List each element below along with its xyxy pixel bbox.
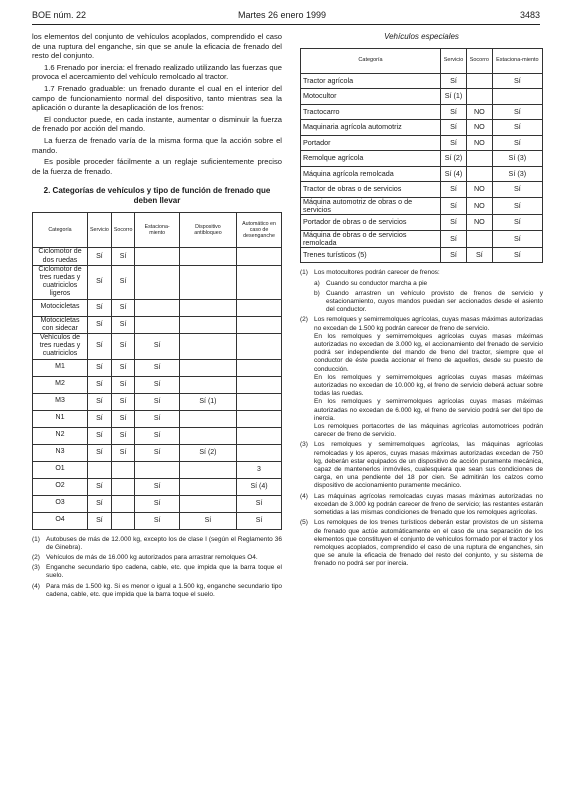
journal-issue: BOE núm. 22 <box>32 10 87 20</box>
value-cell: NO <box>467 215 493 231</box>
value-cell <box>179 461 236 478</box>
value-cell: Sí <box>135 333 180 359</box>
value-cell <box>135 248 180 265</box>
right-column <box>300 32 543 571</box>
value-cell <box>179 427 236 444</box>
value-cell <box>135 265 180 299</box>
footnote-para: Los remolques portacortes de las máquinas agrícolas automotrices podrán carecer de freno de servicio. <box>314 423 543 439</box>
value-cell: Sí <box>135 410 180 427</box>
value-cell: Sí (1) <box>441 89 467 105</box>
value-cell <box>467 230 493 247</box>
value-cell <box>467 89 493 105</box>
footnote: (1) Los motocultores podrán carecer de frenos: <box>300 269 440 277</box>
value-cell: 3 <box>237 461 282 478</box>
value-cell: NO <box>467 182 493 198</box>
table2-footnotes <box>300 269 543 568</box>
category-cell: Remolque agrícola <box>301 151 441 167</box>
value-cell <box>179 478 236 495</box>
value-cell <box>111 478 135 495</box>
value-cell <box>237 265 282 299</box>
value-cell: NO <box>467 104 493 120</box>
category-cell: Vehículos de tres ruedas y cuatriciclos <box>33 333 88 359</box>
value-cell <box>135 316 180 333</box>
footnote-para: En los remolques y semirremolques agrícolas cuyas masas máximas autorizadas no excedan de 6.000 kg, el freno de servicio podrá ser del tipo de inercia. <box>314 398 543 422</box>
table-row <box>33 248 282 265</box>
value-cell: NO <box>467 135 493 151</box>
table-row <box>33 410 282 427</box>
value-cell <box>111 512 135 529</box>
category-cell: Portador <box>301 135 441 151</box>
table-row <box>33 316 282 333</box>
table-row <box>33 265 282 299</box>
value-cell <box>179 410 236 427</box>
table-row <box>33 299 282 316</box>
special-vehicles-table <box>300 48 543 264</box>
value-cell: Sí <box>179 512 236 529</box>
table-row <box>301 135 543 151</box>
category-cell: O3 <box>33 495 88 512</box>
value-cell: Sí <box>492 120 542 136</box>
value-cell <box>88 461 112 478</box>
table-row <box>301 166 543 182</box>
value-cell <box>467 73 493 89</box>
category-cell: Motocicletas <box>33 299 88 316</box>
table-row <box>301 89 543 105</box>
category-cell: N3 <box>33 444 88 461</box>
footnote-item: b) Cuando arrastren un vehículo provisto de frenos de servicio y estacionamiento, cuyos mandos puedan ser accionados desde el asiento del conductor. <box>314 289 543 314</box>
table-row <box>33 376 282 393</box>
value-cell: Sí <box>492 104 542 120</box>
vehicle-brake-table <box>32 212 282 529</box>
value-cell: Sí <box>88 299 112 316</box>
value-cell <box>237 248 282 265</box>
col-header: Estaciona-miento <box>492 48 542 73</box>
value-cell: Sí <box>441 135 467 151</box>
value-cell: Sí <box>111 444 135 461</box>
category-cell: M3 <box>33 393 88 410</box>
paragraph: 1.6 Frenado por inercia: el frenado realizado utilizando las fuerzas que provoca el acercamiento del vehículo remolcado al tractor. <box>32 62 282 82</box>
footnote: (4) Para más de 1.500 kg. Si es menor o igual a 1.500 kg, enganche secundario tipo cadena, cable, etc. que impida que la barra toque el suelo. <box>32 582 282 598</box>
table-row <box>33 427 282 444</box>
value-cell <box>237 427 282 444</box>
value-cell: Sí (2) <box>179 444 236 461</box>
value-cell: Sí <box>492 73 542 89</box>
paragraph: El conductor puede, en cada instante, aumentar o disminuir la fuerza de frenado por acción del mando. <box>32 114 282 134</box>
category-cell: N2 <box>33 427 88 444</box>
table-row <box>301 215 543 231</box>
value-cell: Sí <box>135 359 180 376</box>
col-header: Estaciona-miento <box>135 213 180 248</box>
value-cell: Sí <box>88 444 112 461</box>
value-cell: Sí <box>467 247 493 263</box>
category-cell: O1 <box>33 461 88 478</box>
category-cell: M1 <box>33 359 88 376</box>
category-cell: N1 <box>33 410 88 427</box>
value-cell: Sí <box>88 333 112 359</box>
page-number: 3483 <box>519 10 540 20</box>
value-cell: Sí <box>111 427 135 444</box>
value-cell: Sí <box>135 393 180 410</box>
value-cell: Sí <box>111 376 135 393</box>
footnote-item: a) Cuando su conductor marcha a pie <box>314 279 428 287</box>
category-cell: Maquinaria agrícola automotriz <box>301 120 441 136</box>
table-row <box>33 444 282 461</box>
value-cell: Sí <box>88 359 112 376</box>
col-header: Categoría <box>301 48 441 73</box>
table-row <box>33 478 282 495</box>
col-header: Categoría <box>33 213 88 248</box>
value-cell: Sí <box>88 512 112 529</box>
value-cell: Sí <box>88 316 112 333</box>
value-cell <box>237 393 282 410</box>
category-cell: Motocultor <box>301 89 441 105</box>
table-row <box>301 104 543 120</box>
value-cell: Sí <box>88 265 112 299</box>
value-cell: Sí (1) <box>179 393 236 410</box>
paragraph: 1.7 Frenado graduable: un frenado durante el cual en el interior del campo de funcionamiento normal del dispositivo, tanto mientras sea la aplicación o durante la desaplicación de los frenos: <box>32 83 282 113</box>
category-cell: Tractor de obras o de servicios <box>301 182 441 198</box>
table-header-row <box>33 213 282 248</box>
value-cell: Sí <box>135 376 180 393</box>
value-cell: Sí <box>492 247 542 263</box>
footnote: (5) Los remolques de los trenes turísticos deberán estar provistos de un sistema de frenado que actúe automáticamente en el caso de una separación de los elementos que constituyen el conjunto de vehículos formado por el tractor y los remolques acoplados, comprendido el caso de una ruptura de enganches, sin que se anule la eficacia de frenado del resto del conjunto, y su sistema de frenado no podrá ser por inercia. <box>300 519 543 568</box>
value-cell: Sí <box>135 512 180 529</box>
footnote: (2) Vehículos de más de 16.000 kg autorizados para arrastrar remolques O4. <box>32 553 258 561</box>
value-cell: Sí <box>135 495 180 512</box>
publication-date: Martes 26 enero 1999 <box>238 10 327 20</box>
header-rule <box>32 24 540 25</box>
value-cell: Sí <box>111 248 135 265</box>
value-cell: Sí <box>441 215 467 231</box>
category-cell: Motocicletas con sidecar <box>33 316 88 333</box>
value-cell <box>135 299 180 316</box>
value-cell: Sí <box>441 104 467 120</box>
table-row <box>301 230 543 247</box>
value-cell <box>179 359 236 376</box>
value-cell <box>237 359 282 376</box>
value-cell <box>179 333 236 359</box>
col-header: Servicio <box>88 213 112 248</box>
value-cell: Sí <box>135 427 180 444</box>
footnote: (4) Las máquinas agrícolas remolcadas cuyas masas máximas autorizadas no excedan de 3.000 kg podrán carecer de freno de servicio; las restantes estarán sometidas a las mismas condiciones de frenado que los remolques agrícolas. <box>300 492 543 517</box>
value-cell <box>111 461 135 478</box>
value-cell <box>467 166 493 182</box>
category-cell: M2 <box>33 376 88 393</box>
table-row <box>301 151 543 167</box>
section-title: 2. Categorías de vehículos y tipo de función de frenado que deben llevar <box>43 186 271 206</box>
value-cell <box>237 444 282 461</box>
value-cell <box>237 410 282 427</box>
value-cell: Sí <box>111 393 135 410</box>
category-cell: Tractocarro <box>301 104 441 120</box>
value-cell: Sí (3) <box>492 166 542 182</box>
table-row <box>33 461 282 478</box>
value-cell <box>179 495 236 512</box>
value-cell: Sí <box>135 478 180 495</box>
value-cell: Sí <box>441 73 467 89</box>
value-cell: Sí <box>88 376 112 393</box>
value-cell: Sí <box>492 230 542 247</box>
col-header: Socorro <box>111 213 135 248</box>
value-cell <box>492 89 542 105</box>
value-cell <box>237 316 282 333</box>
table-row <box>301 120 543 136</box>
value-cell: Sí <box>88 393 112 410</box>
footnote-para: En los remolques y semirremolques agrícolas cuyas masas máximas autorizadas no excedan de 3.000 kg, el accionamiento del frenado de servicio podrá ser independiente del mando de freno del tractor, siempre que el conductor de éste pueda accionar el freno de aquellos, desde su puesto de conducción. <box>314 332 543 373</box>
value-cell <box>179 316 236 333</box>
value-cell: Sí <box>492 182 542 198</box>
value-cell: Sí <box>88 478 112 495</box>
category-cell: Portador de obras o de servicios <box>301 215 441 231</box>
col-header: Socorro <box>467 48 493 73</box>
value-cell <box>237 299 282 316</box>
table-row <box>301 247 543 263</box>
value-cell <box>111 495 135 512</box>
value-cell: Sí <box>441 120 467 136</box>
left-column <box>32 32 282 601</box>
col-header: Automático en caso de desenganche <box>237 213 282 248</box>
category-cell: Máquina automotriz de obras o de servicios <box>301 197 441 214</box>
value-cell: NO <box>467 120 493 136</box>
category-cell: Ciclomotor de dos ruedas <box>33 248 88 265</box>
table1-footnotes <box>32 536 282 599</box>
value-cell <box>467 151 493 167</box>
value-cell: Sí <box>237 495 282 512</box>
footnote: (2) Los remolques y semirremolques agrícolas, cuyas masas máximas autorizadas no excedan de 1.500 kg podrán carecer de freno de servicio. En los remolques y semirremolques agrícolas cuyas masas máximas autorizadas no excedan de 3.000 kg, el accionamiento del frenado de servicio podrá ser independiente del mando de freno del tractor, siempre que el conductor de éste pueda accionar el freno de aquellos, desde su puesto de conducción. En los remolques y semirremolques agrícolas cuyas masas máximas autorizadas no excedan de 10.000 kg, el freno de servicio deberá actuar sobre todas las ruedas. En los remolques y semirremolques agrícolas cuyas masas máximas autorizadas no excedan de 6.000 kg, el freno de servicio podrá ser del tipo de inercia. Los remolques portacortes de las máquinas agrícolas automotrices podrán carecer de freno de servicio. <box>300 316 543 439</box>
footnote: (1) Autobuses de más de 12.000 kg, excepto los de clase I (según el Reglamento 36 de Ginebra). <box>32 535 282 551</box>
value-cell: Sí (3) <box>492 151 542 167</box>
value-cell: Sí <box>135 444 180 461</box>
value-cell: Sí <box>111 316 135 333</box>
value-cell: Sí (4) <box>237 478 282 495</box>
value-cell: Sí <box>441 247 467 263</box>
footnote-para: En los remolques y semirremolques agrícolas cuyas masas máximas autorizadas no excedan de 10.000 kg, el freno de servicio deberá actuar sobre todas las ruedas. <box>314 373 543 398</box>
col-header: Servicio <box>441 48 467 73</box>
value-cell: Sí <box>88 248 112 265</box>
value-cell: Sí <box>111 359 135 376</box>
special-vehicles-title: Vehículos especiales <box>384 32 459 41</box>
paragraph: Es posible proceder fácilmente a un reglaje suficientemente preciso de la fuerza de frenado. <box>32 157 282 176</box>
category-cell: O4 <box>33 512 88 529</box>
table-row <box>301 182 543 198</box>
value-cell: Sí <box>441 197 467 214</box>
category-cell: Máquina de obras o de servicios remolcada <box>301 230 441 247</box>
value-cell: Sí <box>237 512 282 529</box>
value-cell <box>135 461 180 478</box>
value-cell: Sí <box>88 495 112 512</box>
table-row <box>33 393 282 410</box>
value-cell: Sí (4) <box>441 166 467 182</box>
table-row <box>301 73 543 89</box>
value-cell: Sí <box>88 427 112 444</box>
footnote: (3) Los remolques y semirremolques agrícolas, las máquinas agrícolas remolcadas y los aperos, cuyas masas máximas autorizadas excedan de 750 kg, deberán estar equipados de un dispositivo de acción puramente mecánica, capaz de mantenerlos inmóviles, cualesquiera que sean sus condiciones de carga, en una pendiente del 18 por cien. Se admitirán los calzos como dispositivo de accionamiento puramente mecánico. <box>300 441 543 490</box>
category-cell: Máquina agrícola remolcada <box>301 166 441 182</box>
value-cell: Sí <box>492 215 542 231</box>
paragraph: los elementos del conjunto de vehículos acoplados, comprendido el caso de una ruptura del enganche, sin que se anule la eficacia de frenado del resto del conjunto. <box>32 32 282 61</box>
category-cell: O2 <box>33 478 88 495</box>
value-cell: Sí <box>492 135 542 151</box>
value-cell: NO <box>467 197 493 214</box>
value-cell <box>179 265 236 299</box>
table-row <box>33 359 282 376</box>
footnote: (3) Enganche secundario tipo cadena, cable, etc. que impida que la barra toque el suelo. <box>32 564 282 580</box>
value-cell: Sí <box>111 410 135 427</box>
value-cell <box>179 248 236 265</box>
category-cell: Ciclomotor de tres ruedas y cuatriciclos ligeros <box>33 265 88 299</box>
category-cell: Trenes turísticos (5) <box>301 247 441 263</box>
footnote-para: Los remolques y semirremolques agrícolas, cuyas masas máximas autorizadas no excedan de 1.500 kg podrán carecer de freno de servicio. <box>314 316 543 332</box>
value-cell: Sí (2) <box>441 151 467 167</box>
value-cell: Sí <box>111 299 135 316</box>
value-cell <box>237 376 282 393</box>
value-cell <box>237 333 282 359</box>
col-header: Dispositivo antibloqueo <box>179 213 236 248</box>
table-row <box>33 333 282 359</box>
category-cell: Tractor agrícola <box>301 73 441 89</box>
value-cell: Sí <box>111 333 135 359</box>
value-cell: Sí <box>111 265 135 299</box>
value-cell: Sí <box>492 197 542 214</box>
value-cell <box>179 299 236 316</box>
table-row <box>33 512 282 529</box>
value-cell: Sí <box>88 410 112 427</box>
table-row <box>301 197 543 214</box>
table-header-row <box>301 48 543 73</box>
value-cell <box>179 376 236 393</box>
value-cell: Sí <box>441 230 467 247</box>
table-row <box>33 495 282 512</box>
paragraph: La fuerza de frenado varía de la misma forma que la acción sobre el mando. <box>32 135 282 155</box>
value-cell: Sí <box>441 182 467 198</box>
